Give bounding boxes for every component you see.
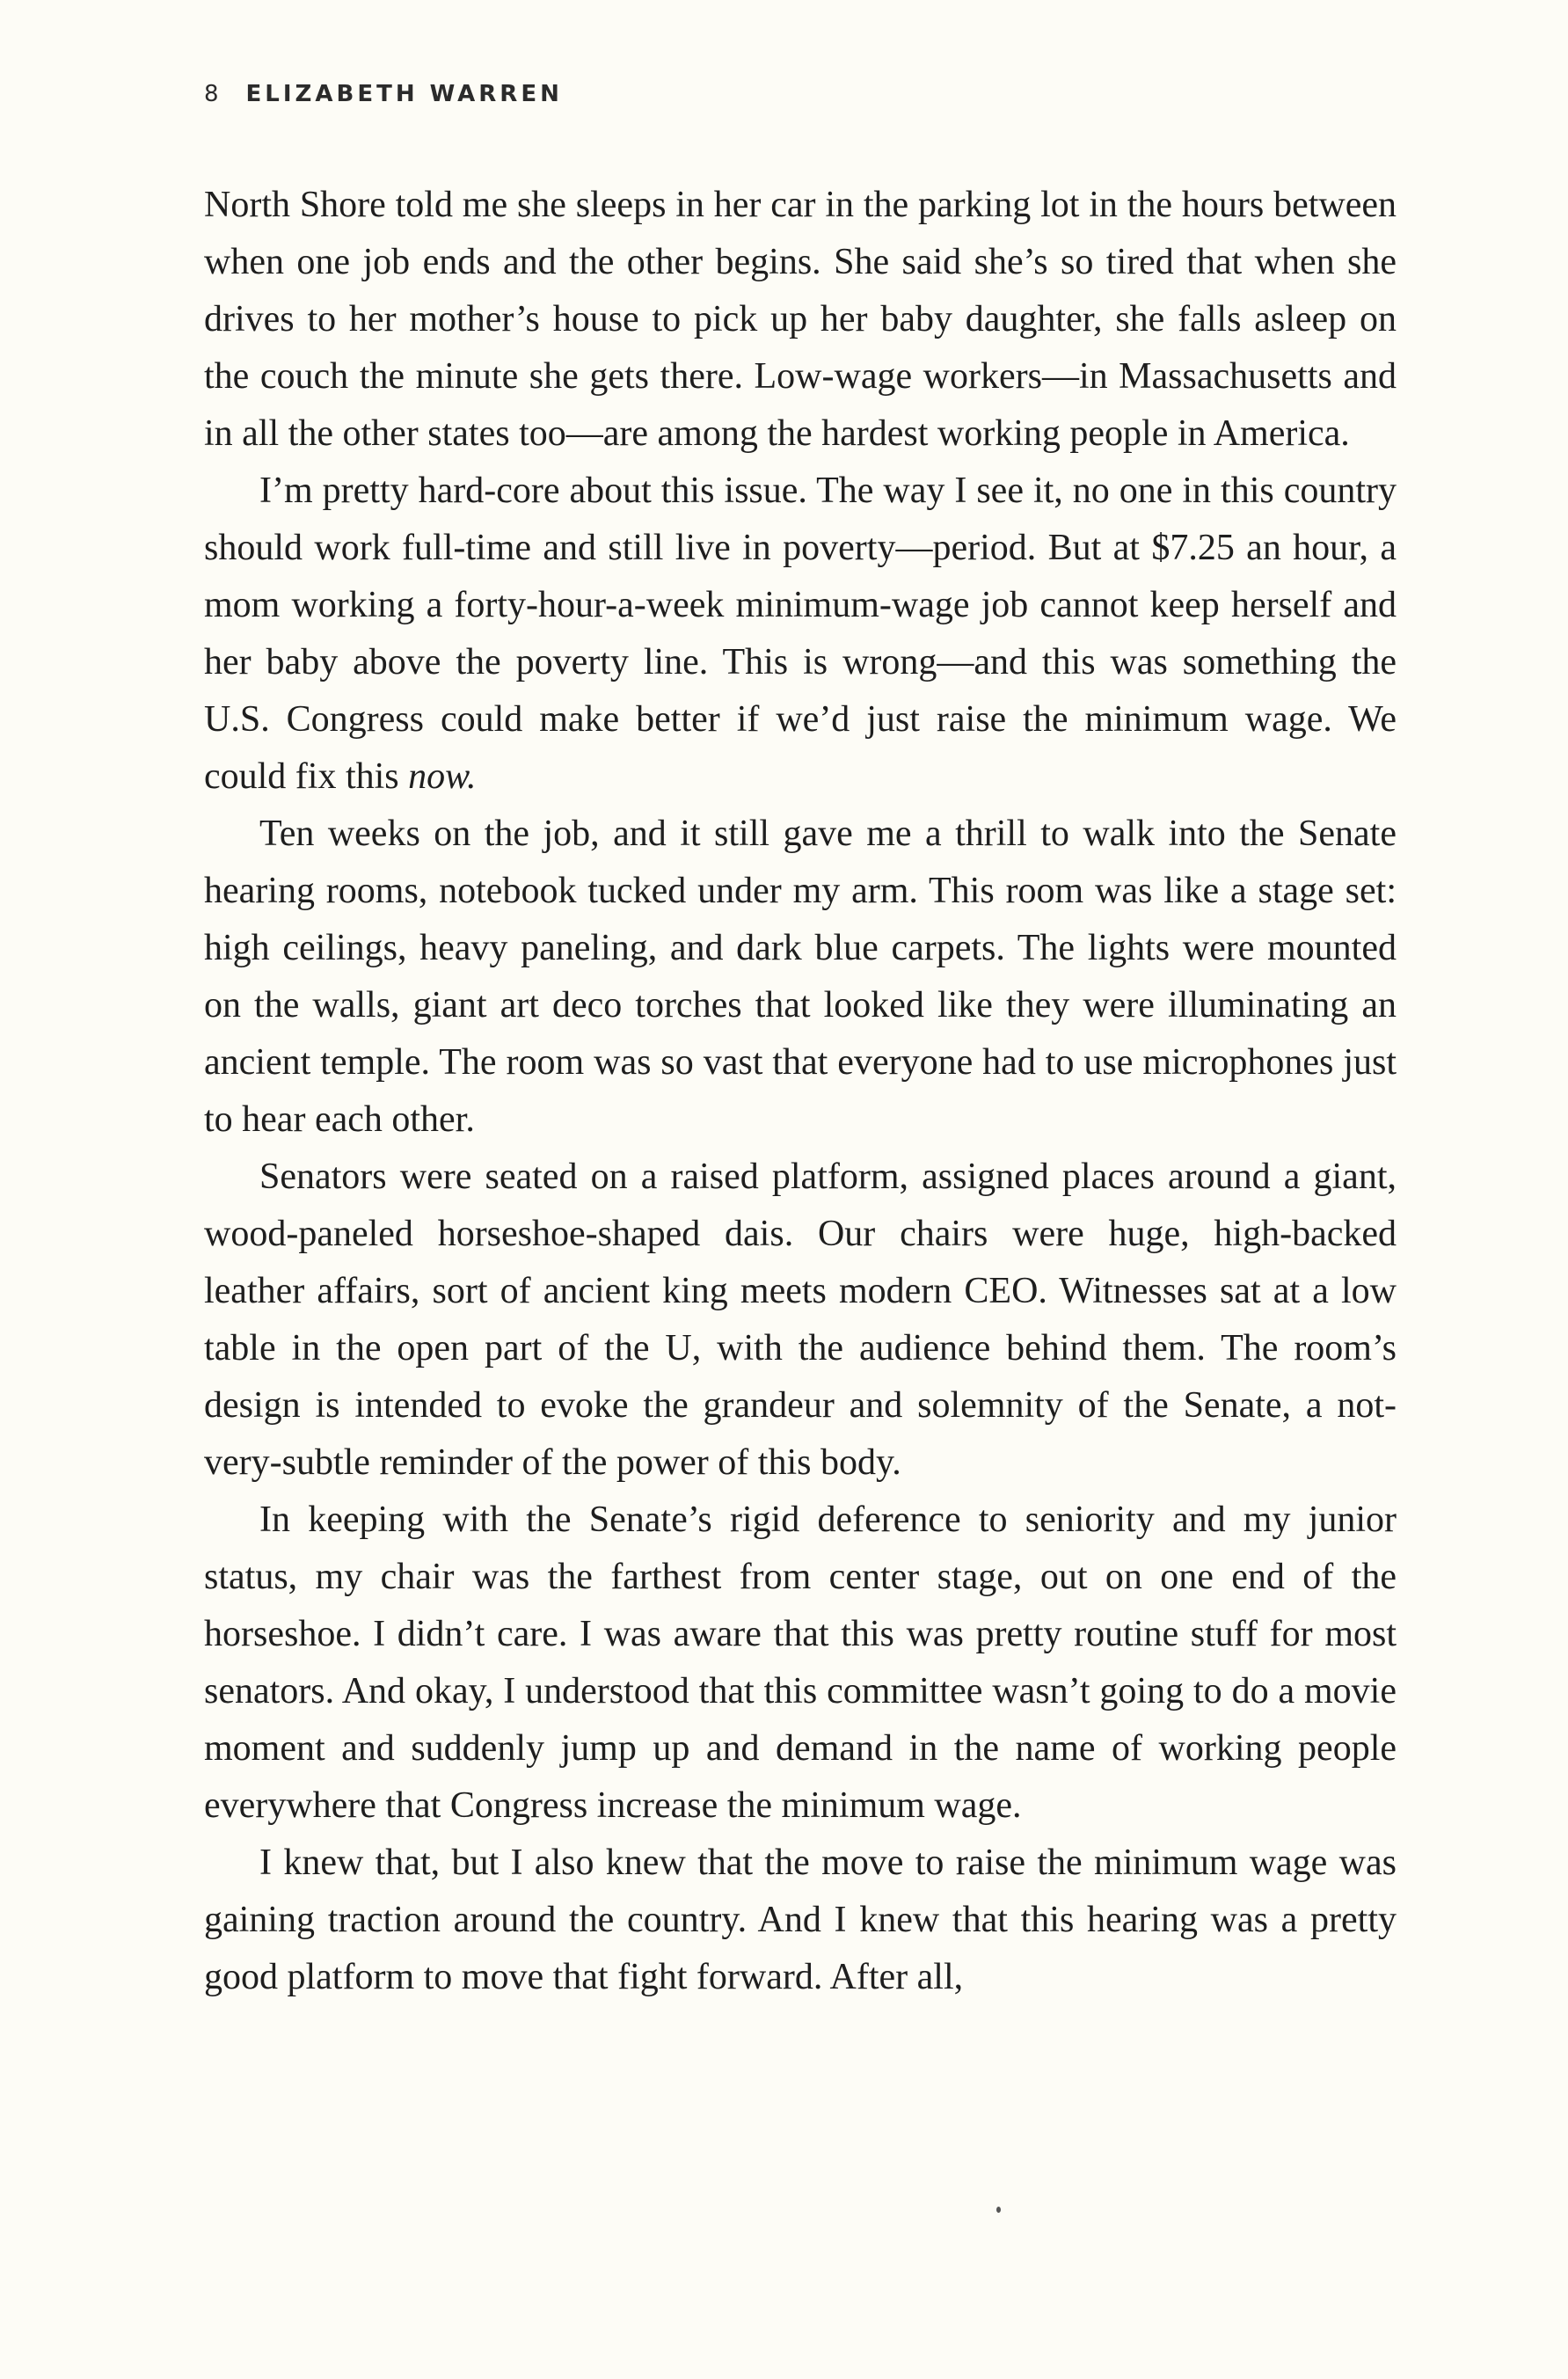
paragraph-6-text: I knew that, but I also knew that the move to raise the minimum wage was gaining traction around the country. And I knew that this hearing was a pretty good platform to move that fight forward. After all, xyxy=(204,1843,1397,1997)
page-number: 8 xyxy=(204,81,222,107)
paragraph-1-text: North Shore told me she sleeps in her car in the parking lot in the hours between when one job ends and the other begins. She said she’s so tired that when she drives to her mother’s house to pick up her baby daughter, she falls asleep on the couch the minute she gets there. Low-wage workers—in Massachusetts and in all the other states too—are among the hardest working people in America. xyxy=(204,185,1397,454)
body-text xyxy=(204,177,1397,2006)
paragraph-4-text: Senators were seated on a raised platform, assigned places around a giant, wood-paneled horseshoe-shaped dais. Our chairs were huge, high-backed leather affairs, sort of ancient king meets modern CEO. Witnesses sat at a low table in the open part of the U, with the audience behind them. The room’s design is intended to evoke the grandeur and solemnity of the Senate, a not-very-subtle reminder of the power of this body. xyxy=(204,1157,1397,1483)
paragraph-1 xyxy=(204,177,1397,463)
author-name: ELIZABETH WARREN xyxy=(245,81,563,107)
paragraph-4 xyxy=(204,1149,1397,1492)
paragraph-2-emphasis: now. xyxy=(408,756,477,797)
paragraph-2 xyxy=(204,463,1397,806)
paragraph-3 xyxy=(204,806,1397,1149)
paragraph-3-text: Ten weeks on the job, and it still gave me a thrill to walk into the Senate hearing rooms, notebook tucked under my arm. This room was like a stage set: high ceilings, heavy paneling, and dark blue carpets. The lights were mounted on the walls, giant art deco torches that looked like they were illuminating an ancient temple. The room was so vast that everyone had to use microphones just to hear each other. xyxy=(204,814,1397,1140)
scan-speck xyxy=(996,2207,1001,2213)
paragraph-2-text: I’m pretty hard-core about this issue. The way I see it, no one in this country should work full-time and still live in poverty—period. But at $7.25 an hour, a mom working a forty-hour-a-week minimum-wage job cannot keep herself and her baby above the poverty line. This is wrong—and this was something the U.S. Congress could make better if we’d just raise the minimum wage. We could fix this xyxy=(204,471,1397,797)
paragraph-6 xyxy=(204,1835,1397,2006)
paragraph-5-text: In keeping with the Senate’s rigid deference to seniority and my junior status, my chair was the farthest from center stage, out on one end of the horseshoe. I didn’t care. I was aware that this was pretty routine stuff for most senators. And okay, I understood that this committee wasn’t going to do a movie moment and suddenly jump up and demand in the name of working people everywhere that Congress increase the minimum wage. xyxy=(204,1500,1397,1826)
running-head xyxy=(204,81,563,107)
paragraph-5 xyxy=(204,1492,1397,1835)
